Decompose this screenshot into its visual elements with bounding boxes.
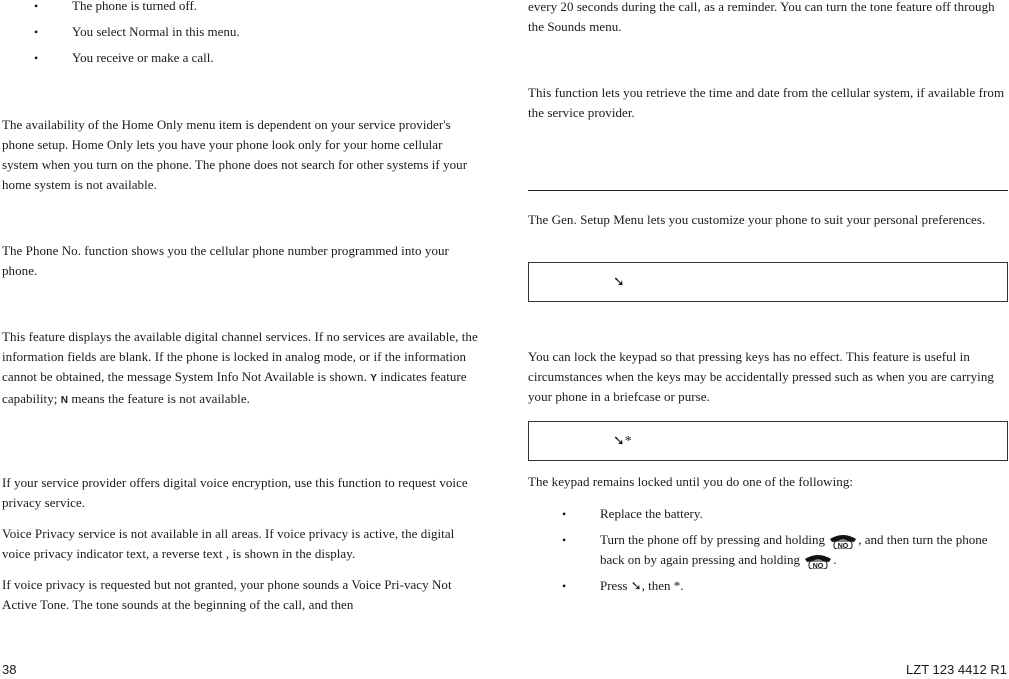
- list-item: • You receive or make a call.: [34, 50, 214, 65]
- tone-continuation-paragraph: every 20 seconds during the call, as a reminder. You can turn the tone feature off through the Sounds menu.: [528, 0, 995, 34]
- keypad-lock-paragraph: You can lock the keypad so that pressing keys has no effect. This feature is useful in circumstances when the keys may be accidentally pressed such as when you are carrying your phone in a briefcase or purse.: [528, 349, 994, 404]
- menu-arrow-key-icon: ➘: [613, 274, 625, 290]
- list-item: • The phone is turned off.: [34, 0, 198, 13]
- no-key-label: NO: [813, 563, 824, 570]
- no-key-label: NO: [837, 543, 849, 550]
- key-sequence-box: [528, 262, 1008, 302]
- no-key-icon: [828, 533, 858, 549]
- y-letter: Y: [370, 373, 377, 384]
- remains-locked-paragraph: The keypad remains locked until you do one of the following:: [528, 474, 854, 489]
- no-key-icon: [803, 553, 833, 569]
- list-item: • Press ➘, then *.: [562, 578, 684, 594]
- home-only-paragraph: The availability of the Home Only menu item is dependent on your service provider's phone setup. Home Only lets you have your phone look only for your home cellular system when you turn on the phone. The phone does not search for other systems if your home system is not available.: [2, 117, 468, 192]
- menu-arrow-key-icon: ➘: [630, 579, 642, 594]
- page-number: 38: [2, 662, 17, 677]
- star-key: *: [624, 434, 632, 449]
- menu-arrow-key-icon: ➘*: [613, 433, 632, 449]
- not-granted-paragraph: If voice privacy is requested but not granted, your phone sounds a Voice Pri-vacy Not Active Tone. The tone sounds at the beginning of the call, and then: [2, 577, 452, 612]
- list-item: • You select Normal in this menu.: [34, 24, 240, 39]
- list-item: • Turn the phone off by pressing and holding NO , and then turn the phone back on by again pressing and holding NO .: [562, 532, 988, 570]
- time-date-paragraph: This function lets you retrieve the time and date from the cellular system, if available from the service provider.: [528, 85, 1005, 120]
- n-letter: N: [60, 395, 69, 406]
- system-info-paragraph: This feature displays the available digital channel services. If no services are available, the information fields are blank. If the phone is locked in analog mode, or if the information cannot be obtained, the message System Info Not Available is shown. Y indicates feature capability; N means the feature is not available.: [2, 329, 478, 406]
- section-divider: [528, 190, 1008, 191]
- unlock-bullet-list: [562, 504, 1008, 597]
- phone-no-paragraph: The Phone No. function shows you the cellular phone number programmed into your phone.: [2, 243, 449, 278]
- top-bullet-list: [34, 0, 482, 68]
- document-code: LZT 123 4412 R1: [906, 662, 1007, 677]
- privacy-paragraph: Voice Privacy service is not available in all areas. If voice privacy is active, the digital voice privacy indicator text, a reverse text , is shown in the display.: [2, 526, 455, 561]
- list-item: • Replace the battery.: [562, 506, 703, 521]
- encryption-paragraph: If your service provider offers digital voice encryption, use this function to request voice privacy service.: [2, 475, 468, 510]
- key-lock-sequence-box: [528, 421, 1008, 461]
- gen-setup-paragraph: The Gen. Setup Menu lets you customize your phone to suit your personal preferences.: [528, 212, 986, 227]
